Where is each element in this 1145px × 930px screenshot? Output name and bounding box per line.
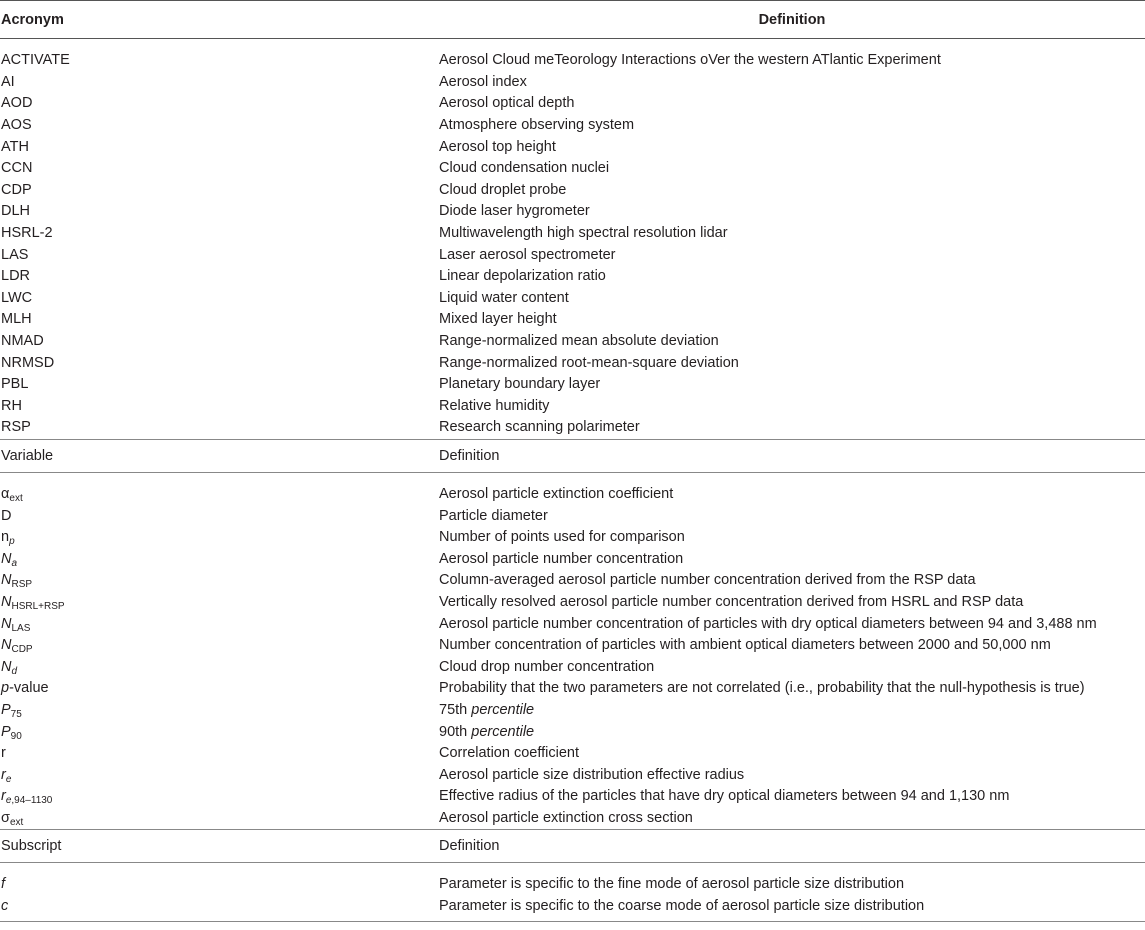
acronym-term: RSP (1, 419, 31, 436)
variable-definition: Particle diameter (439, 507, 548, 524)
variable-definition: Column-averaged aerosol particle number concentration derived from the RSP data (439, 572, 976, 589)
table-row (0, 743, 1145, 765)
table-row (0, 309, 1145, 331)
acronym-definition: Cloud droplet probe (439, 181, 567, 198)
table-row (0, 896, 1145, 918)
acronym-term: HSRL-2 (1, 225, 53, 242)
variable-symbol: D (1, 507, 12, 524)
acronym-definition: Linear depolarization ratio (439, 268, 606, 285)
table-row (0, 93, 1145, 115)
table-row (0, 201, 1145, 223)
acronym-term: LWC (1, 289, 33, 306)
table-row (0, 352, 1145, 374)
table-row (0, 417, 1145, 439)
variable-symbol: α (1, 485, 10, 502)
table-row (0, 50, 1145, 72)
variable-symbol: r (1, 788, 6, 805)
acronym-term: CDP (1, 181, 32, 198)
table-row (0, 374, 1145, 396)
variable-symbol: r (1, 766, 6, 783)
subscript-definition: Parameter is specific to the fine mode of aerosol particle size distribution (439, 876, 905, 893)
table-row (0, 721, 1145, 743)
table-row (0, 244, 1145, 266)
acronym-term: AOD (1, 95, 33, 112)
variable-definition-header: Definition (438, 439, 1145, 472)
variable-subscript: HSRL+RSP (11, 600, 65, 612)
table-row (0, 505, 1145, 527)
table-row (0, 570, 1145, 592)
subscript-rows (0, 874, 1145, 917)
variable-subscript: e (5, 795, 12, 807)
acronym-definition: Aerosol top height (439, 138, 556, 155)
variable-definition: Effective radius of the particles that have dry optical diameters between 94 and 1,130 nm (439, 788, 1010, 805)
variable-symbol: N (1, 593, 12, 610)
variable-definition: Number concentration of particles with ambient optical diameters between 2000 and 50,000 nm (439, 637, 1051, 654)
acronym-term: LDR (1, 268, 31, 285)
table-row (0, 527, 1145, 549)
acronym-definition: Relative humidity (439, 397, 550, 414)
table-row (0, 484, 1145, 506)
acronym-definition: Planetary boundary layer (439, 376, 601, 393)
table-row (0, 678, 1145, 700)
table-row (0, 656, 1145, 678)
table-row (0, 764, 1145, 786)
acronym-term: CCN (1, 160, 33, 177)
acronym-column-header: Acronym (0, 1, 438, 39)
variable-symbol: r (1, 745, 6, 762)
variable-definition-italic: percentile (471, 723, 535, 740)
variable-definition: Cloud drop number concentration (439, 658, 655, 675)
variable-symbol: N (1, 550, 12, 567)
variable-definition: Aerosol particle extinction cross section (439, 809, 693, 826)
table-row (0, 700, 1145, 722)
variable-definition: Aerosol particle number concentration (439, 550, 684, 567)
table-row (0, 180, 1145, 202)
variable-symbol: P (1, 723, 11, 740)
acronym-definition: Laser aerosol spectrometer (439, 246, 616, 263)
variable-definition: 75th (439, 701, 472, 718)
table-row (0, 288, 1145, 310)
variable-definition: Correlation coefficient (439, 745, 579, 762)
acronym-definition: Diode laser hygrometer (439, 203, 590, 220)
table-row (0, 874, 1145, 896)
variable-definition: 90th (439, 723, 472, 740)
table-row (0, 786, 1145, 808)
variable-subscript: 75 (10, 708, 22, 720)
subscript-term: c (1, 898, 9, 915)
variable-subscript: ext (9, 816, 24, 828)
acronym-definition: Mixed layer height (439, 311, 557, 328)
variable-subscript: LAS (11, 622, 31, 634)
acronym-definition: Aerosol optical depth (439, 95, 575, 112)
variable-symbol: p (1, 680, 10, 697)
table-row (0, 115, 1145, 137)
variable-subscript: ext (9, 492, 23, 504)
variable-symbol: N (1, 658, 12, 675)
table-row (0, 548, 1145, 570)
table-header-row (0, 1, 1145, 39)
variable-subscript: RSP (11, 579, 33, 591)
subscript-definition: Parameter is specific to the coarse mode of aerosol particle size distribution (439, 898, 925, 915)
variable-definition: Vertically resolved aerosol particle number concentration derived from HSRL and RSP data (439, 593, 1024, 610)
acronym-term: AI (1, 73, 15, 90)
variable-definition: Probability that the two parameters are not correlated (i.e., probability that the null-hypothesis is true) (439, 680, 1085, 697)
acronym-definition: Range-normalized mean absolute deviation (439, 333, 719, 350)
variable-rows (0, 484, 1145, 830)
variable-subscript-rest: ,94–1130 (11, 795, 53, 807)
variable-definition: Number of points used for comparison (439, 529, 685, 546)
variable-subscript: CDP (11, 644, 33, 656)
acronym-term: NRMSD (1, 354, 55, 371)
table-row (0, 72, 1145, 94)
acronym-term: NMAD (1, 333, 44, 350)
acronym-definition: Aerosol Cloud meTeorology Interactions oVer the western ATlantic Experiment (439, 52, 941, 69)
variable-definition-italic: percentile (471, 701, 535, 718)
table-row (0, 613, 1145, 635)
acronym-definition: Aerosol index (439, 73, 527, 90)
acronym-definition: Multiwavelength high spectral resolution lidar (439, 225, 728, 242)
table-row (0, 808, 1145, 830)
variable-symbol: N (1, 637, 12, 654)
acronym-definition: Liquid water content (439, 289, 569, 306)
acronym-definition: Cloud condensation nuclei (439, 160, 610, 177)
acronym-term: ACTIVATE (1, 52, 70, 69)
table-row (0, 136, 1145, 158)
acronym-term: PBL (1, 376, 29, 393)
table-row (0, 331, 1145, 353)
table-row (0, 635, 1145, 657)
table-row (0, 223, 1145, 245)
variable-section-header (0, 439, 1145, 472)
variable-definition: Aerosol particle extinction coefficient (439, 485, 674, 502)
definition-column-header: Definition (438, 1, 1145, 39)
variable-subscript: a (11, 557, 18, 569)
acronym-definition: Range-normalized root-mean-square deviation (439, 354, 739, 371)
acronym-term: AOS (1, 117, 32, 134)
subscript-definition-header: Definition (438, 830, 1145, 863)
acronym-rows (0, 50, 1145, 439)
acronym-term: ATH (1, 138, 29, 155)
table-row (0, 158, 1145, 180)
variable-column-header: Variable (0, 439, 438, 472)
variable-subscript: d (11, 665, 18, 677)
table-row (0, 266, 1145, 288)
acronym-term: RH (1, 397, 22, 414)
variable-definition: Aerosol particle size distribution effective radius (439, 766, 745, 783)
variable-subscript: p (9, 536, 15, 548)
acronym-term: MLH (1, 311, 32, 328)
variable-symbol: N (1, 615, 12, 632)
variable-symbol: P (1, 701, 11, 718)
acronym-definition: Research scanning polarimeter (439, 419, 640, 436)
subscript-column-header: Subscript (0, 830, 438, 863)
variable-symbol: N (1, 572, 12, 589)
variable-suffix: -value (9, 680, 49, 697)
variable-subscript: 90 (10, 730, 22, 742)
table-row (0, 396, 1145, 418)
acronym-definition: Atmosphere observing system (439, 117, 635, 134)
variable-symbol: n (1, 529, 10, 546)
variable-definition: Aerosol particle number concentration of particles with dry optical diameters between 94 and 3,488 nm (439, 615, 1097, 632)
acronym-term: DLH (1, 203, 31, 220)
variable-symbol: σ (1, 809, 10, 826)
subscript-section-header (0, 830, 1145, 863)
subscript-term: f (1, 876, 6, 893)
acronym-term: LAS (1, 246, 29, 263)
table-row (0, 592, 1145, 614)
variable-subscript: e (5, 773, 12, 785)
